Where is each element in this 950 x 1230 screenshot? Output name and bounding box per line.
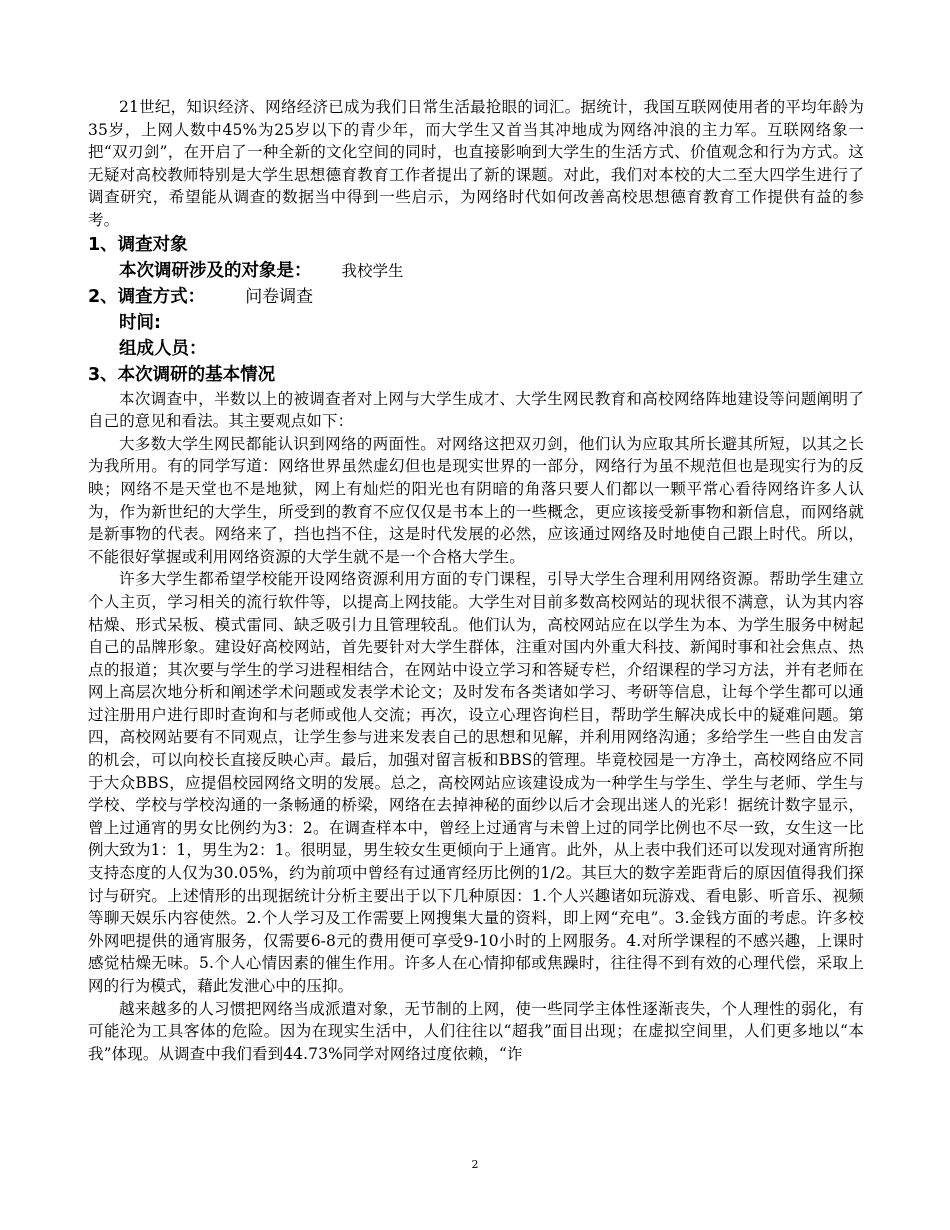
section-3-paragraph-3: 许多大学生都希望学校能开设网络资源利用方面的专门课程，引导大学生合理利用网络资源。帮助学生建立个人主页，学习相关的流行软件等，以提高上网技能。大学生对目前多数高校网站的现状很不满意，认为其内容枯燥、形式呆板、模式雷同、缺乏吸引力且管理较乱。他们认为，高校网站应在以学生为本、为学生服务中树起自己的品牌形象。建设好高校网站，首先要针对大学生群体，注重对国内外重大科技、新闻时事和社会焦点、热点的报道；其次要与学生的学习进程相结合，在网站中设立学习和答疑专栏，介绍课程的学习方法，并有老师在网上高层次地分析和阐述学术问题或发表学术论文；及时发布各类诸如学习、考研等信息，让每个学生都可以通过注册用户进行即时查询和与老师或他人交流；再次，设立心理咨询栏目，帮助学生解决成长中的疑难问题。第四，高校网站要有不同观点，让学生参与进来发表自己的思想和见解，并利用网络沟通；多给学生一些自由发言的机会，可以向校长直接反映心声。最后，加强对留言板和BBS的管理。毕竟校园是一方净土，高校网络应不同于大众BBS，应提倡校园网络文明的发展。总之，高校网站应该建设成为一种学生与学生、学生与老师、学生与学校、学校与学校沟通的一条畅通的桥梁，网络在去掉神秘的面纱以后才会现出迷人的光彩！据统计数字显示，曾上过通宵的男女比例约为3：2。在调查样本中，曾经上过通宵与未曾上过的同学比例也不尽一致，女生这一比例大致为1：1，男生为2：1。很明显，男生较女生更倾向于上通宵。此外，从上表中我们还可以发现对通宵所抱支持态度的人仅为30.05%，约为前项中曾经有过通宵经历比例的1/2。其巨大的数字差距背后的原因值得我们探讨与研究。上述情形的出现据统计分析主要出于以下几种原因：1.个人兴趣诸如玩游戏、看电影、听音乐、视频等聊天娱乐内容使然。2.个人学习及工作需要上网搜集大量的资料，即上网“充电”。3.金钱方面的考虑。许多校外网吧提供的通宵服务，仅需要6-8元的费用便可享受9-10小时的上网服务。4.对所学课程的不感兴趣，上课时感觉枯燥无味。5.个人心情因素的催生作用。许多人在心情抑郁或焦躁时，往往得不到有效的心理代偿，采取上网的行为模式，藉此发泄心中的压抑。 xyxy=(88,570,864,995)
survey-target-label: 本次调研涉及的对象是： xyxy=(119,260,312,281)
survey-time-label: 时间: xyxy=(119,312,161,333)
section-3-paragraph-2: 大多数大学生网民都能认识到网络的两面性。对网络这把双刃剑，他们认为应取其所长避其所短，以其之长为我所用。有的同学写道：网络世界虽然虚幻但也是现实世界的一部分，网络行为虽不规范但也是现实行为的反映；网络不是天堂也不是地狱，网上有灿烂的阳光也有阴暗的角落只要人们都以一颗平常心看待网络许多人认为，作为新世纪的大学生，所受到的教育不应仅仅是书本上的一些概念，更应该接受新事物和新信息，而网络就是新事物的代表。网络来了，挡也挡不住，这是时代发展的必然，应该通过网络及时地使自己跟上时代。所以，不能很好掌握或利用网络资源的大学生就不是一个合格大学生。 xyxy=(88,434,864,566)
section-2-line xyxy=(88,284,864,310)
page-number: 2 xyxy=(471,1158,479,1171)
section-3-paragraph-4: 越来越多的人习惯把网络当成派遣对象，无节制的上网，使一些同学主体性逐渐丧失，个人理性的弱化，有可能沦为工具客体的危险。因为在现实生活中，人们往往以“超我”面目出现；在虚拟空间里，人们更多地以“本我”体现。从调查中我们看到44.73%同学对网络过度依赖，“诈 xyxy=(88,999,864,1063)
section-3-paragraph-1: 本次调查中，半数以上的被调查者对上网与大学生成才、大学生网民教育和高校网络阵地建设等问题阐明了自己的意见和看法。其主要观点如下： xyxy=(88,389,864,431)
survey-target-value: 我校学生 xyxy=(341,261,404,280)
section-1-heading: 1、调查对象 xyxy=(88,234,188,255)
survey-method-value: 问卷调查 xyxy=(245,286,314,307)
section-3-heading: 3、本次调研的基本情况 xyxy=(88,364,276,385)
section-2-heading: 2、调查方式： xyxy=(88,286,206,307)
intro-paragraph: 21世纪，知识经济、网络经济已成为我们日常生活最抢眼的词汇。据统计，我国互联网使用者的平均年龄为35岁，上网人数中45%为25岁以下的青少年，而大学生又首当其冲地成为网络冲浪的主力军。互联网络象一把“双刃剑”，在开启了一种全新的文化空间的同时，也直接影响到大学生的生活方式、价值观念和行为方式。这无疑对高校教师特别是大学生思想德育教育工作者提出了新的课题。对此，我们对本校的大二至大四学生进行了调查研究，希望能从调查的数据当中得到一些启示，为网络时代如何改善高校思想德育教育工作提供有益的参考。 xyxy=(88,98,864,229)
survey-members-label: 组成人员： xyxy=(119,338,207,359)
document-body xyxy=(88,96,864,1065)
survey-target-line xyxy=(88,258,864,284)
